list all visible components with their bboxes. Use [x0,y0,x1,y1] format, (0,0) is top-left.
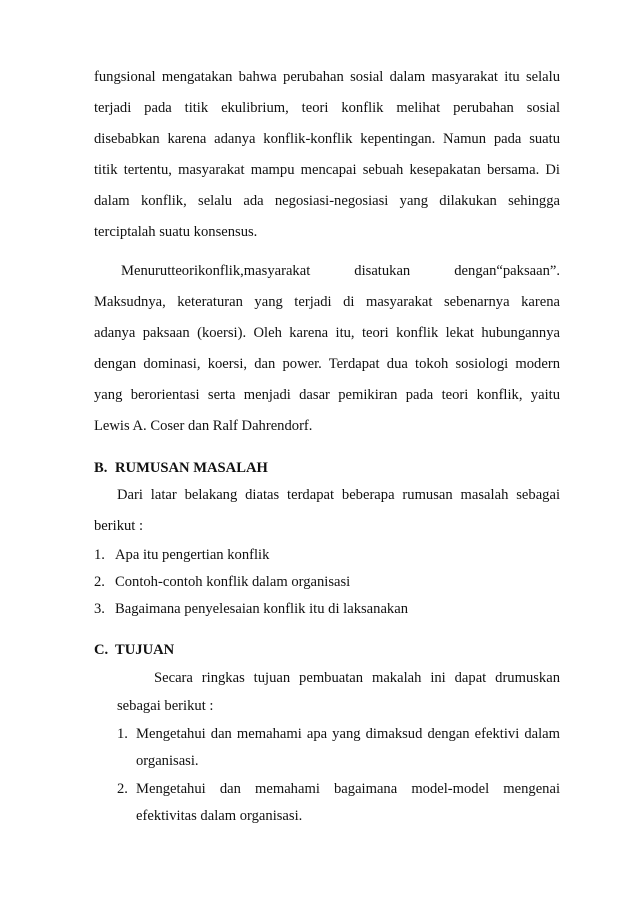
text-line: dengan dominasi, koersi, dan power. Terdapat dua tokoh sosiologi modern [94,356,560,372]
section-c-title: TUJUAN [115,642,175,658]
section-c-letter: C. [94,642,109,658]
text-line: Lewis A. Coser dan Ralf Dahrendorf. [94,418,313,434]
section-b-letter: B. [94,460,108,476]
list-item-number: 1. [94,547,105,563]
text-line: adanya paksaan (koersi). Oleh karena itu, teori konflik lekat hubungannya [94,325,560,341]
text-line: disebabkan karena adanya konflik-konflik kepentingan. Namun pada suatu [94,131,560,147]
list-item: Contoh-contoh konflik dalam organisasi [115,574,351,590]
text-line: Maksudnya, keteraturan yang terjadi di masyarakat sebenarnya karena [94,294,560,310]
text-line: terciptalah suatu konsensus. [94,224,258,240]
text-line: Dari latar belakang diatas terdapat beberapa rumusan masalah sebagai [117,487,560,503]
list-item-number: 2. [117,781,128,797]
list-item: Mengetahui dan memahami bagaimana model-model mengenai [136,781,560,797]
text-line: dalam konflik, selalu ada negosiasi-negosiasi yang dilakukan sehingga [94,193,560,209]
text-line: Secara ringkas tujuan pembuatan makalah ini dapat drumuskan [154,670,560,686]
text-line: titik tertentu, masyarakat mampu mencapai sebuah kesepakatan bersama. Di [94,162,560,178]
text-line: sebagai berikut : [117,698,214,714]
list-item-number: 1. [117,726,128,742]
list-item: Bagaimana penyelesaian konflik itu di laksanakan [115,601,408,617]
list-item: Mengetahui dan memahami apa yang dimaksud dengan efektivi dalam [136,726,560,742]
text-line: berikut : [94,518,144,534]
text-line: fungsional mengatakan bahwa perubahan sosial dalam masyarakat itu selalu [94,69,560,85]
section-b-title: RUMUSAN MASALAH [115,460,268,476]
list-item-continued: organisasi. [136,753,199,769]
text-line: terjadi pada titik ekulibrium, teori konflik melihat perubahan sosial [94,100,560,116]
list-item: Apa itu pengertian konflik [115,547,270,563]
list-item-continued: efektivitas dalam organisasi. [136,808,303,824]
text-line: Menurutteorikonflik,masyarakat disatukan dengan“paksaan”. [121,263,560,279]
list-item-number: 2. [94,574,105,590]
list-item-number: 3. [94,601,105,617]
text-line: yang berorientasi serta menjadi dasar pemikiran pada teori konflik, yaitu [94,387,560,403]
